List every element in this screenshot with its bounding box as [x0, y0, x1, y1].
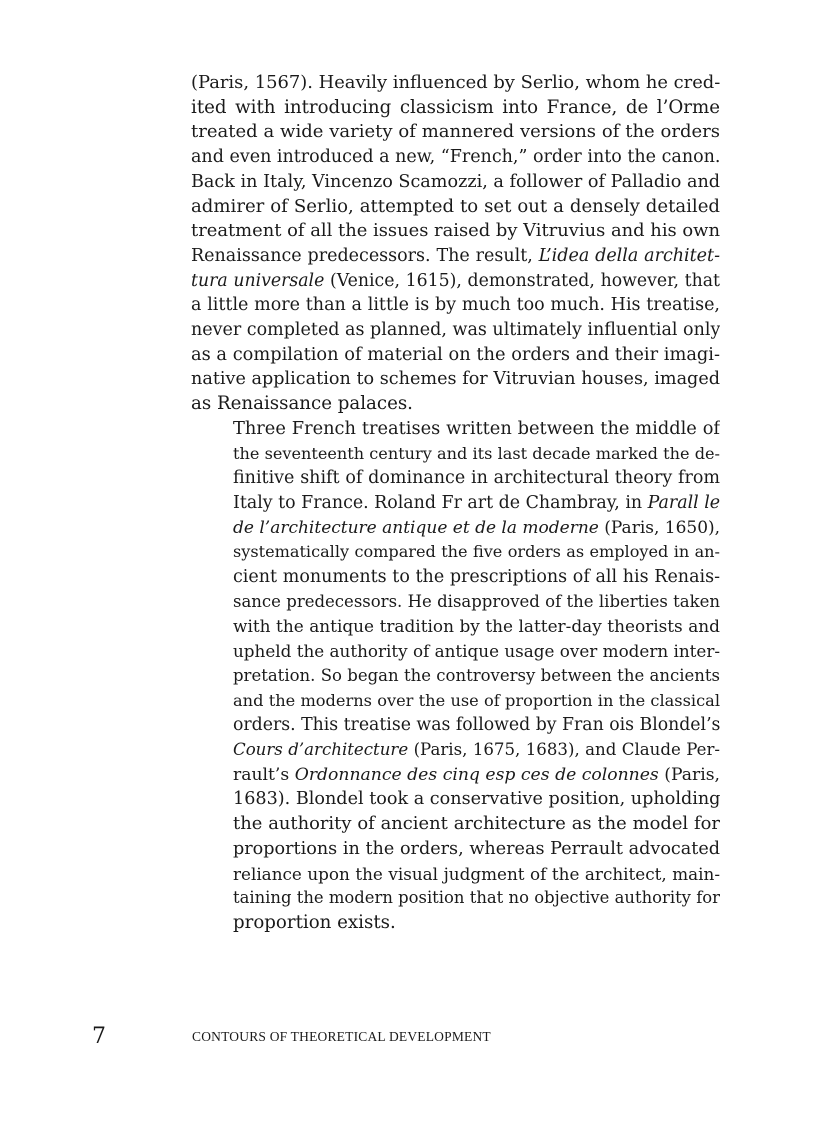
- text-line: [191, 244, 720, 269]
- text-line: [191, 466, 720, 491]
- text-line: [191, 170, 720, 195]
- text-segment: proportions in the orders, whereas Perrault advocated: [233, 838, 720, 859]
- text-line: [191, 614, 720, 639]
- text-line: [191, 442, 720, 467]
- text-segment: rault’s: [233, 764, 295, 785]
- text-line: [191, 269, 720, 294]
- running-footer-title: CONTOURS OF THEORETICAL DEVELOPMENT: [192, 1029, 491, 1044]
- text-line: [191, 96, 720, 121]
- page-number: 7: [92, 1024, 106, 1049]
- text-segment: a little more than a little is by much too much. His treatise,: [191, 295, 720, 316]
- text-line: [191, 367, 720, 392]
- text-line: [191, 837, 720, 862]
- italic-title-segment: de l’architecture antique et de la moderne: [233, 517, 599, 538]
- text-line: [191, 787, 720, 812]
- text-line: [191, 120, 720, 145]
- text-segment: ited with introducing classicism into France, de l’Orme: [191, 96, 720, 118]
- text-segment: systematically compared the five orders as employed in an-: [233, 542, 720, 562]
- body-text: [191, 71, 720, 936]
- text-line: [191, 639, 720, 664]
- text-line: [191, 689, 720, 714]
- text-line: [191, 590, 720, 615]
- text-line: [191, 195, 720, 220]
- text-line: [191, 862, 720, 887]
- text-segment: Back in Italy, Vincenzo Scamozzi, a follower of Palladio and: [191, 171, 720, 192]
- text-segment: pretation. So began the controversy between the ancients: [233, 665, 720, 685]
- text-segment: treatment of all the issues raised by Vitruvius and his own: [191, 220, 720, 242]
- text-segment: upheld the authority of antique usage over modern inter-: [233, 641, 720, 662]
- text-segment: the seventeenth century and its last decade marked the de-: [233, 443, 720, 463]
- text-line: [191, 318, 720, 343]
- text-line: [191, 71, 720, 96]
- text-segment: treated a wide variety of mannered versions of the orders: [191, 121, 720, 143]
- text-segment: taining the modern position that no objective authority for: [233, 888, 720, 908]
- italic-title-segment: Parall le: [647, 492, 720, 513]
- text-line: [191, 417, 720, 442]
- text-segment: Italy to France. Roland Fr art de Chambray, in: [233, 492, 648, 513]
- text-segment: (Paris,: [658, 764, 720, 785]
- text-segment: orders. This treatise was followed by Fran ois Blondel’s: [233, 715, 720, 736]
- text-line: [191, 886, 720, 911]
- italic-title-segment: tura universale: [191, 270, 325, 291]
- text-segment: (Paris, 1650),: [598, 517, 720, 538]
- text-segment: and the moderns over the use of proportion in the classical: [233, 690, 720, 710]
- text-segment: the authority of ancient architecture as the model for: [233, 813, 720, 835]
- text-line: [191, 540, 720, 565]
- text-segment: 1683). Blondel took a conservative position, upholding: [233, 789, 720, 810]
- text-line: [191, 293, 720, 318]
- text-segment: with the antique tradition by the latter-day theorists and: [233, 616, 720, 637]
- text-segment: never completed as planned, was ultimately influential only: [191, 320, 720, 341]
- text-line: [191, 343, 720, 368]
- text-segment: as Renaissance palaces.: [191, 393, 413, 415]
- text-line: [191, 219, 720, 244]
- italic-title-segment: Ordonnance des cinq esp ces de colonnes: [294, 764, 659, 785]
- text-segment: finitive shift of dominance in architectural theory from: [233, 468, 720, 489]
- text-segment: (Venice, 1615), demonstrated, however, that: [324, 270, 720, 291]
- italic-title-segment: Cours d’architecture: [233, 739, 409, 759]
- text-line: [191, 664, 720, 689]
- text-segment: cient monuments to the prescriptions of all his Renais-: [233, 567, 720, 588]
- text-segment: native application to schemes for Vitruvian houses, imaged: [191, 369, 720, 390]
- text-segment: (Paris, 1567). Heavily influenced by Serlio, whom he cred-: [191, 72, 720, 93]
- text-line: [191, 713, 720, 738]
- text-segment: Renaissance predecessors. The result,: [191, 245, 539, 266]
- paragraph-1: [191, 71, 720, 417]
- text-line: [191, 516, 720, 541]
- text-segment: reliance upon the visual judgment of the architect, main-: [233, 863, 720, 884]
- text-segment: and even introduced a new, “French,” order into the canon.: [191, 147, 720, 168]
- text-line: [191, 763, 720, 788]
- text-segment: Three French treatises written between the middle of: [233, 417, 720, 439]
- text-segment: proportion exists.: [233, 911, 396, 933]
- text-line: [191, 812, 720, 837]
- text-segment: sance predecessors. He disapproved of the liberties taken: [233, 591, 720, 611]
- text-line: [191, 738, 720, 763]
- text-segment: as a compilation of material on the orders and their imagi-: [191, 343, 720, 365]
- text-segment: (Paris, 1675, 1683), and Claude Per-: [408, 739, 720, 759]
- text-line: [191, 565, 720, 590]
- paragraph-2: [191, 417, 720, 936]
- italic-title-segment: L’idea della architet-: [538, 245, 720, 266]
- text-line: [191, 911, 720, 936]
- text-line: [191, 491, 720, 516]
- text-line: [191, 145, 720, 170]
- text-segment: admirer of Serlio, attempted to set out a densely detailed: [191, 195, 720, 217]
- text-line: [191, 392, 720, 417]
